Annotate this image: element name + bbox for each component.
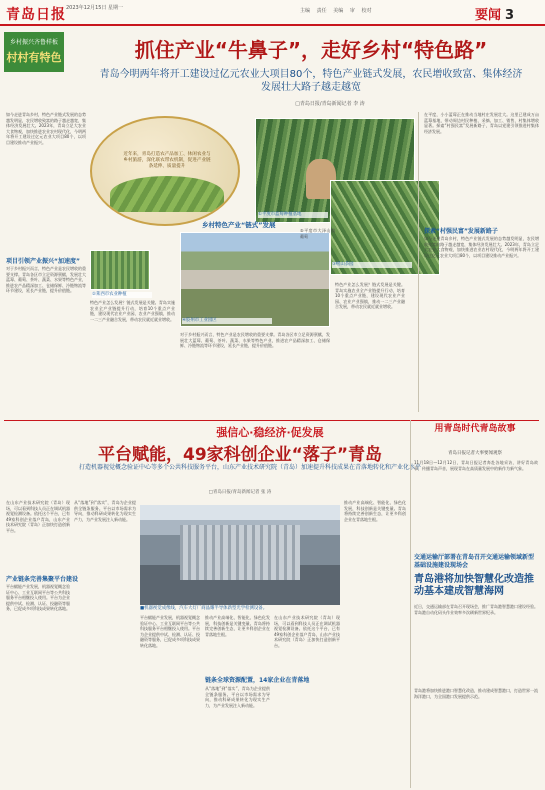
meta-item: 主编	[300, 8, 311, 14]
sidebar-title-b: 交通运输厅部署在青岛召开交通运输领域新型基础设施建设现场会	[414, 554, 535, 569]
masthead-info: 2023年12月15日 星期一	[66, 5, 124, 11]
story-subheading-b: 链条全球资源配置，14家企业在青落地	[205, 677, 310, 684]
circle-text: 近年来，青岛打造农产品加工、休闲农业与乡村旅游，深化联农带农机制，促进产业链条延伸、质量提升	[123, 152, 211, 169]
meta-item: 校对	[361, 8, 372, 14]
feature-subhead: 青岛今明两年将开工建设过亿元农业大项目80个，特色产业链式发展，农民增收致富、集体经济发展壮大路子越走越宽	[99, 69, 523, 93]
caption-b: ②莱西市农业种植	[92, 292, 152, 298]
story-column-1b: 平台赋能产业发展，机器视觉概念验证中心、工业互联网平台等公共科技服务平台相继投入使用。平台为企业提供中试、检测、认证、投融资等服务，已促成多项科技成果转化落地。	[6, 584, 70, 612]
story-column-4: 推动产业高端化、智能化、绿色化发展，科技创新是关键变量。青岛将持续完善创新生态，让更多科创企业在青落地生根。	[205, 615, 270, 637]
page-section	[475, 4, 514, 23]
story-column-5: 在山东产业技术研究院（青岛）现场，可以看到科技人员正在调试机器视觉检测设备。依托这个平台，已有49家科创企业落户青岛，山东产业技术研究院（青岛）正加快打造创新平台。	[274, 615, 340, 648]
newspaper-logo: 青岛日报	[6, 7, 66, 23]
column-ribbon	[4, 32, 64, 72]
feature-column-6: 如今走进青岛乡村，特色产业链式发展的态势越发明显，农民增收致富的路子越走越宽，集体经济发展壮大。2023年，青岛立足大农业大食物观，加快推进农业农村现代化，今明两年将开工建设过亿元农业大项目80个，以项目建设推动产业振兴。	[424, 236, 539, 258]
story-subhead: 打造机器视觉概念验证中心等多个公共科技服务平台，山东产业技术研究院（青岛）加速提升科技成果在青落地转化和产业化水平	[78, 464, 421, 471]
sidebar-text-c: 青岛港将加快推进港口智慧化改造，推动建成智慧港口，打造世界一流海洋港口，为全国港口发展提供示范。	[414, 688, 538, 699]
ribbon-line-1: 乡村振兴齐鲁样板	[9, 39, 58, 46]
meta-item: 美编	[333, 8, 344, 14]
circle-landscape	[110, 176, 224, 212]
story-column-1: 在山东产业技术研究院（青岛）现场，可以看到科技人员正在调试机器视觉检测设备。依托这个平台，已有49家科创企业落户青岛，山东产业技术研究院（青岛）正加快打造创新平台。	[6, 500, 70, 533]
section-heading-a: 项目引领产业振兴“加速度”	[6, 258, 80, 265]
story-column-2: 从“落地”到“落实”，青岛为企业提供全链条服务。平台以市场需求为导向，推动科研成果转化为现实生产力，为产业发展注入新动能。	[74, 500, 136, 522]
meta-item: 责任	[316, 8, 327, 14]
sidebar-title-c: 青岛港将加快智慧化改造推动基本建成智慧海网	[414, 574, 534, 597]
feature-column-3: 对于乡村振兴而言，特色产业是农民增收的重要支撑。青岛各区市立足资源禀赋，发展壮大蓝莓、葡萄、茶叶、蔬菜、水果等特色产业，推进农产品精深加工、仓储保鲜、冷链物流等环节建设，延长产业链，提升价值链。	[180, 332, 330, 349]
story-column-6: 推动产业高端化、智能化、绿色化发展，科技创新是关键变量。青岛将持续完善创新生态，让更多科创企业在青落地生根。	[344, 500, 406, 522]
meta-item: 审	[349, 8, 355, 14]
caption-c: ③崂山茶园	[332, 262, 412, 268]
feature-column-2: 特色产业怎么发展？链式发展是关键。青岛实施农业全产业链提升行动，培育10个重点产业链，建设现代农业产业园、农业产业强镇，推动一二三产业融合发展，带动农民就近就业增收。	[90, 300, 175, 322]
sidebar-text-a: 11月18日—12月12日，青岛日报记者奔赴各地采访，讲好青岛故事，传播青岛声音，展现青岛在高质量发展中的新作为新气象。	[414, 460, 538, 471]
feature-circle-graphic	[90, 116, 240, 226]
sidebar-title-a: 用青岛时代青岛故事	[434, 424, 516, 434]
story-byline: □青岛日报/青岛新闻记者 张 涛	[208, 490, 272, 495]
feature-column-1b: 对于乡村振兴而言，特色产业是农民增收的重要支撑。青岛各区市立足资源禀赋，发展壮大蓝莓、葡萄、茶叶、蔬菜、水果等特色产业，推进农产品精深加工、仓储保鲜、冷链物流等环节建设，延长产业链，提升价值链。	[6, 266, 86, 294]
photo-field	[90, 250, 150, 290]
column-divider	[418, 112, 419, 412]
story-column-4b: 从“落地”到“落实”，青岛为企业提供全链条服务。平台以市场需求为导向，推动科研成果转化为现实生产力，为产业发展注入新动能。	[205, 686, 270, 708]
feature-column-5: 在平度，小小蓝莓正在推动当地村庄发展壮大。这里已建成万亩蓝莓基地，带动周边村民种植、采摘、加工、销售，村集体增收显著。探索“村强民富”发展新路子，青岛以党建引领推进村集体经济发展。	[424, 112, 539, 134]
photo-factory	[140, 505, 340, 605]
feature-byline: □青岛日报/青岛新闻记者 李 涛	[295, 101, 365, 107]
sidebar-text-b: 近日，交通运输部在青岛召开现场会，推广青岛港智慧港口建设经验。青岛港自动化码头作业效率多次刷新世界纪录。	[414, 604, 538, 615]
story-headline: 平台赋能，49家科创企业“落子”青岛	[97, 445, 382, 465]
story-kicker: 强信心·稳经济·促发展	[216, 426, 324, 439]
caption-d: ④胶州市工业园区	[182, 318, 272, 324]
sidebar-sub-a: 青岛日报记者大事要闻观察	[448, 451, 502, 456]
ribbon-line-2: 村村有特色	[6, 51, 62, 64]
feature-column-4: 特色产业怎么发展？链式发展是关键。青岛实施农业全产业链提升行动，培育10个重点产业链，建设现代农业产业园、农业产业强镇，推动一二三产业融合发展，带动农民就近就业增收。	[335, 282, 405, 310]
caption-a: ①平度市蓝莓种植基地	[258, 212, 328, 218]
editor-credits	[300, 7, 450, 14]
section-name: 要闻	[475, 8, 502, 23]
story-subheading-a: 产业链条完善集聚平台建设	[6, 576, 79, 583]
story-column-3: 平台赋能产业发展，机器视觉概念验证中心、工业互联网平台等公共科技服务平台相继投入使用。平台为企业提供中试、检测、认证、投融资等服务，已促成多项科技成果转化落地。	[140, 615, 200, 648]
section-heading-c: 探索“村强民富”发展新路子	[424, 228, 498, 235]
caption-e: ⑤平度市大泽山镇葡萄	[300, 228, 335, 239]
section-heading-b: 乡村特色产业“链式”发展	[202, 221, 276, 229]
page-number: 3	[505, 8, 515, 23]
feature-headline: 抓住产业“牛鼻子”，走好乡村“特色路”	[134, 38, 488, 62]
feature-column-1: 如今走进青岛乡村，特色产业链式发展的态势越发明显，农民增收致富的路子越走越宽，集体经济发展壮大。2023年，青岛立足大农业大食物观，加快推进农业农村现代化，今明两年将开工建设过亿元农业大项目80个，以项目建设推动产业振兴。	[6, 112, 86, 145]
factory-caption: ■机器视觉成像线，汽车大灯厂商晶耀半导体新型光学检测设备。	[140, 606, 268, 611]
masthead-bar	[0, 0, 545, 26]
